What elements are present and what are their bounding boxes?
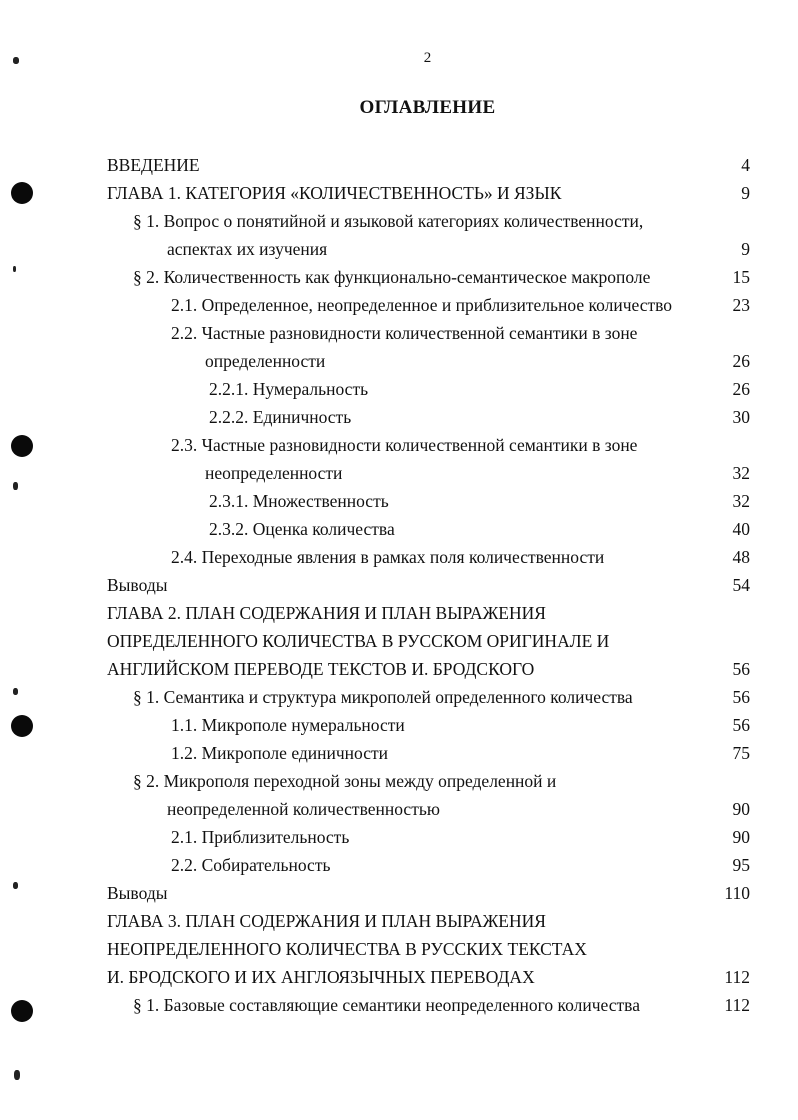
toc-entry: [0, 627, 798, 655]
toc-entry-title: 2.2.2. Единичность: [209, 407, 352, 427]
page-title: ОГЛАВЛЕНИЕ: [359, 97, 496, 118]
toc-entry: [0, 179, 798, 207]
toc-entry-title: НЕОПРЕДЕЛЕННОГО КОЛИЧЕСТВА В РУССКИХ ТЕКСТАХ: [107, 939, 587, 959]
toc-entry: [0, 907, 798, 935]
toc-entry-title: ГЛАВА 2. ПЛАН СОДЕРЖАНИЯ И ПЛАН ВЫРАЖЕНИЯ: [107, 603, 546, 623]
toc-entry-title: 2.3. Частные разновидности количественной семантики в зоне: [171, 435, 638, 455]
toc-entry-title: И. БРОДСКОГО И ИХ АНГЛОЯЗЫЧНЫХ ПЕРЕВОДАХ: [107, 967, 535, 987]
toc-entry-title: 2.4. Переходные явления в рамках поля количественности: [171, 547, 605, 567]
toc-entry-title: неопределенной количественностью: [167, 799, 440, 819]
toc-entry-page: 56: [732, 687, 750, 707]
scan-speck: [14, 1070, 20, 1080]
toc-entry-title: § 1. Вопрос о понятийной и языковой категориях количественности,: [133, 211, 644, 231]
toc-entry-page: 110: [724, 883, 750, 903]
toc-entry-page: 26: [732, 351, 750, 371]
toc-entry: [0, 347, 798, 375]
toc-entry: [0, 739, 798, 767]
toc-entry-title: Выводы: [107, 883, 168, 903]
page-number: 2: [423, 50, 432, 66]
toc-entry: [0, 711, 798, 739]
toc-entry-page: 56: [732, 659, 750, 679]
toc-entry-title: 2.1. Приблизительность: [171, 827, 350, 847]
toc-entry-title: 2.2.1. Нумеральность: [209, 379, 369, 399]
toc-entry: [0, 319, 798, 347]
toc-entry-title: неопределенности: [205, 463, 343, 483]
toc-entry: [0, 823, 798, 851]
toc-entry-page: 95: [732, 855, 750, 875]
toc-entry-page: 9: [741, 183, 750, 203]
toc-entry-page: 32: [732, 491, 750, 511]
toc-entry-title: 2.1. Определенное, неопределенное и приблизительное количество: [171, 295, 673, 315]
toc-entry: [0, 571, 798, 599]
table-of-contents: [0, 151, 798, 1019]
toc-entry-page: 40: [732, 519, 750, 539]
toc-entry: [0, 767, 798, 795]
toc-entry-title: § 1. Базовые составляющие семантики неопределенного количества: [133, 995, 640, 1015]
toc-entry: [0, 683, 798, 711]
toc-entry-title: определенности: [205, 351, 326, 371]
toc-entry-title: § 2. Количественность как функционально-семантическое макрополе: [133, 267, 651, 287]
toc-entry: [0, 515, 798, 543]
toc-entry-title: § 1. Семантика и структура микрополей определенного количества: [133, 687, 633, 707]
toc-entry-page: 112: [724, 995, 750, 1015]
toc-entry: [0, 991, 798, 1019]
toc-entry: [0, 935, 798, 963]
toc-entry: [0, 207, 798, 235]
toc-entry: [0, 543, 798, 571]
toc-entry-title: ВВЕДЕНИЕ: [107, 155, 200, 175]
toc-entry-page: 30: [732, 407, 750, 427]
toc-entry-page: 48: [732, 547, 750, 567]
toc-entry-title: ОПРЕДЕЛЕННОГО КОЛИЧЕСТВА В РУССКОМ ОРИГИНАЛЕ И: [107, 631, 610, 651]
toc-entry-page: 9: [741, 239, 750, 259]
toc-entry: [0, 795, 798, 823]
toc-entry-title: 2.2. Собирательность: [171, 855, 331, 875]
toc-entry-title: АНГЛИЙСКОМ ПЕРЕВОДЕ ТЕКСТОВ И. БРОДСКОГО: [107, 659, 535, 679]
toc-entry: [0, 851, 798, 879]
toc-entry-page: 15: [732, 267, 750, 287]
toc-entry-title: 1.2. Микрополе единичности: [171, 743, 388, 763]
toc-entry: [0, 263, 798, 291]
toc-entry-page: 23: [732, 295, 750, 315]
toc-entry-page: 90: [732, 799, 750, 819]
toc-entry: [0, 151, 798, 179]
toc-entry-title: 2.3.2. Оценка количества: [209, 519, 395, 539]
toc-entry: [0, 375, 798, 403]
toc-entry-page: 26: [732, 379, 750, 399]
toc-entry: [0, 599, 798, 627]
toc-entry-title: ГЛАВА 3. ПЛАН СОДЕРЖАНИЯ И ПЛАН ВЫРАЖЕНИЯ: [107, 911, 546, 931]
toc-entry-title: ГЛАВА 1. КАТЕГОРИЯ «КОЛИЧЕСТВЕННОСТЬ» И ЯЗЫК: [107, 183, 562, 203]
toc-entry: [0, 403, 798, 431]
toc-entry-page: 90: [732, 827, 750, 847]
toc-entry-page: 112: [724, 967, 750, 987]
toc-entry: [0, 963, 798, 991]
toc-entry-page: 56: [732, 715, 750, 735]
toc-entry-title: аспектах их изучения: [167, 239, 328, 259]
toc-entry: [0, 235, 798, 263]
toc-entry-page: 75: [732, 743, 750, 763]
toc-entry-page: 32: [732, 463, 750, 483]
toc-entry: [0, 291, 798, 319]
toc-entry: [0, 431, 798, 459]
toc-entry: [0, 879, 798, 907]
toc-entry: [0, 459, 798, 487]
toc-entry-page: 4: [741, 155, 750, 175]
toc-entry-title: 2.2. Частные разновидности количественной семантики в зоне: [171, 323, 638, 343]
toc-entry-title: 1.1. Микрополе нумеральности: [171, 715, 405, 735]
toc-entry-page: 54: [732, 575, 750, 595]
toc-entry: [0, 487, 798, 515]
toc-entry: [0, 655, 798, 683]
toc-entry-title: 2.3.1. Множественность: [209, 491, 389, 511]
toc-entry-title: Выводы: [107, 575, 168, 595]
toc-entry-title: § 2. Микрополя переходной зоны между определенной и: [133, 771, 557, 791]
